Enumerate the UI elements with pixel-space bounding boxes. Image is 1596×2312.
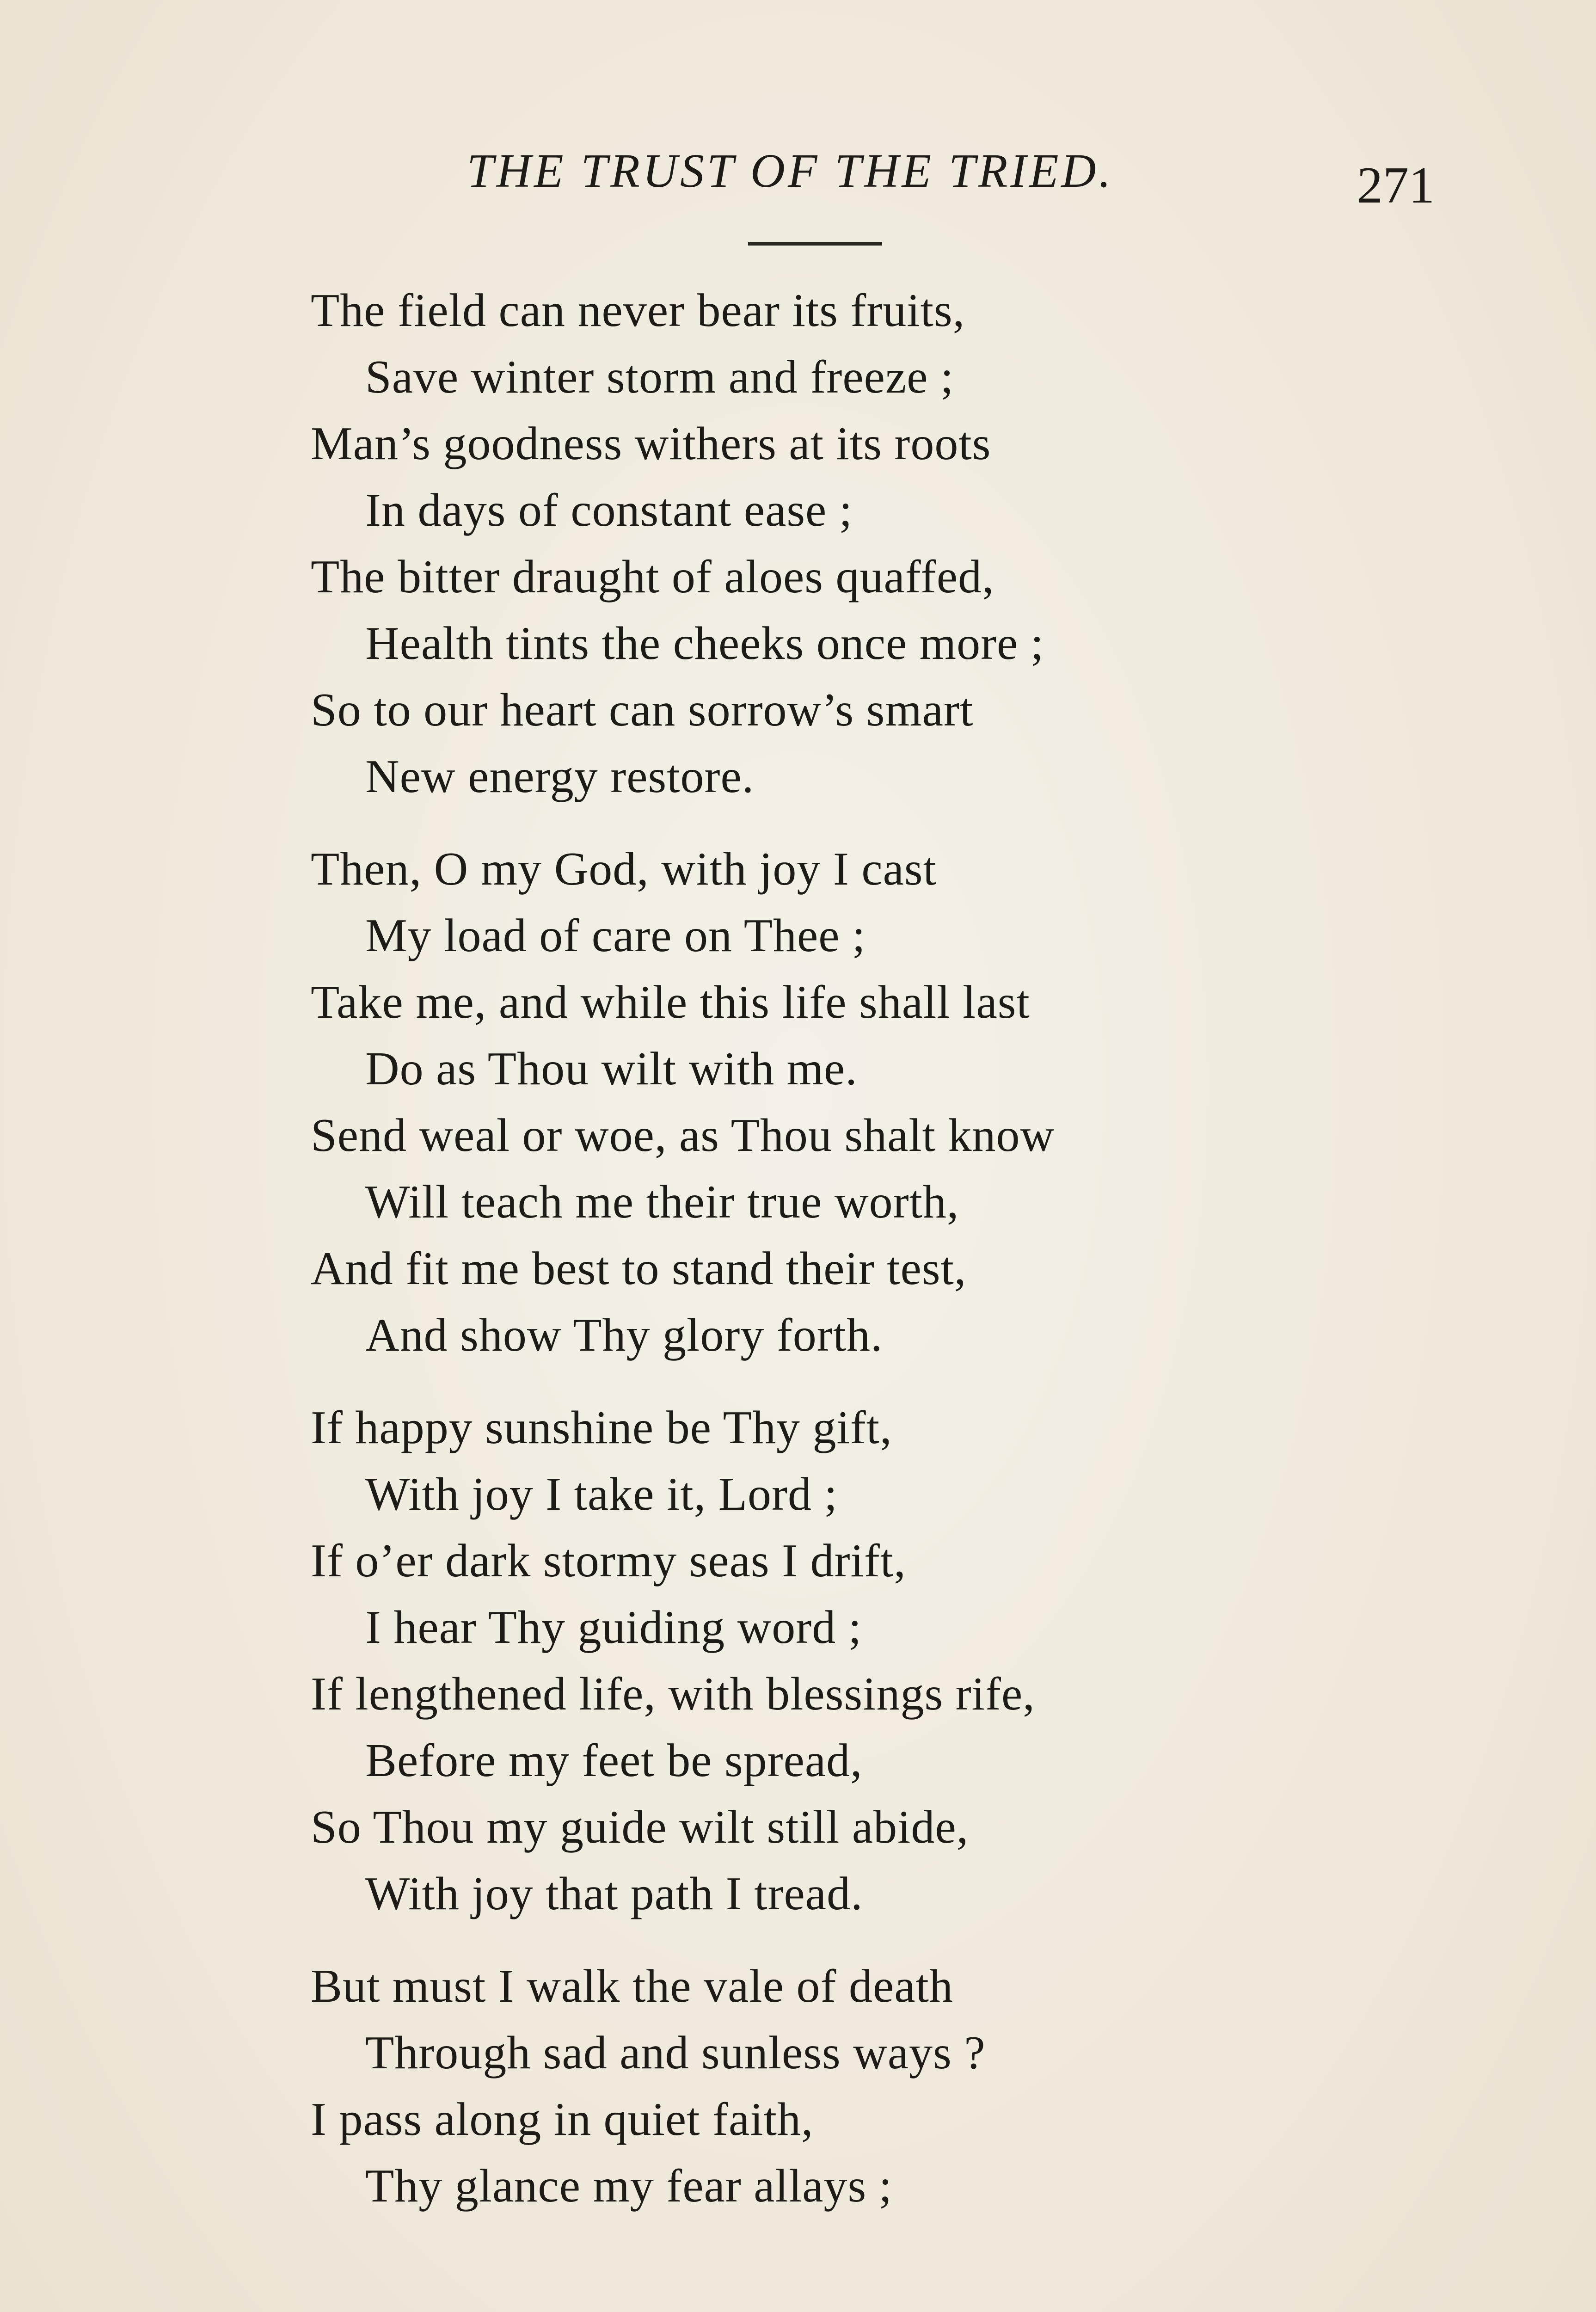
poem-line: Save winter storm and freeze ; (365, 351, 954, 403)
poem-line: But must I walk the vale of death (311, 1960, 953, 2012)
poem-line: Then, O my God, with joy I cast (311, 843, 937, 895)
poem-line: So Thou my guide wilt still abide, (311, 1801, 969, 1853)
poem-line: My load of care on Thee ; (365, 910, 866, 962)
poem-line: Man’s goodness withers at its roots (311, 418, 991, 470)
stanza (311, 836, 1420, 1369)
poem-line: If lengthened life, with blessings rife, (311, 1668, 1035, 1720)
header-rule (748, 242, 882, 246)
poem-line: And show Thy glory forth. (365, 1309, 883, 1361)
running-title: THE TRUST OF THE TRIED. (467, 144, 1114, 197)
poem-line: I hear Thy guiding word ; (365, 1601, 862, 1654)
poem-line: Health tints the cheeks once more ; (365, 617, 1044, 670)
poem-line: New energy restore. (365, 750, 755, 803)
poem-body (311, 277, 1420, 2245)
stanza (311, 1395, 1420, 1927)
poem-line: Do as Thou wilt with me. (365, 1043, 858, 1095)
poem-line: If o’er dark stormy seas I drift, (311, 1535, 906, 1587)
stanza (311, 1953, 1420, 2220)
poem-line: Thy glance my fear allays ; (365, 2160, 893, 2212)
poem-line: Take me, and while this life shall last (311, 976, 1030, 1028)
poem-line: So to our heart can sorrow’s smart (311, 684, 974, 736)
poem-line: The bitter draught of aloes quaffed, (311, 551, 994, 603)
poem-line: The field can never bear its fruits, (311, 284, 965, 337)
poem-line: If happy sunshine be Thy gift, (311, 1402, 892, 1454)
poem-line: Before my feet be spread, (365, 1734, 863, 1787)
page-number: 271 (1357, 157, 1435, 214)
poem-line: In days of constant ease ; (365, 484, 853, 536)
poem-line: With joy I take it, Lord ; (365, 1468, 838, 1520)
poem-line: And fit me best to stand their test, (311, 1242, 967, 1295)
poem-line: Will teach me their true worth, (365, 1176, 959, 1228)
poem-line: Send weal or woe, as Thou shalt know (311, 1109, 1055, 1162)
stanza (311, 277, 1420, 810)
poem-line: Through sad and sunless ways ? (365, 2027, 986, 2079)
poem-line: I pass along in quiet faith, (311, 2093, 814, 2146)
poem-line: With joy that path I tread. (365, 1868, 863, 1920)
